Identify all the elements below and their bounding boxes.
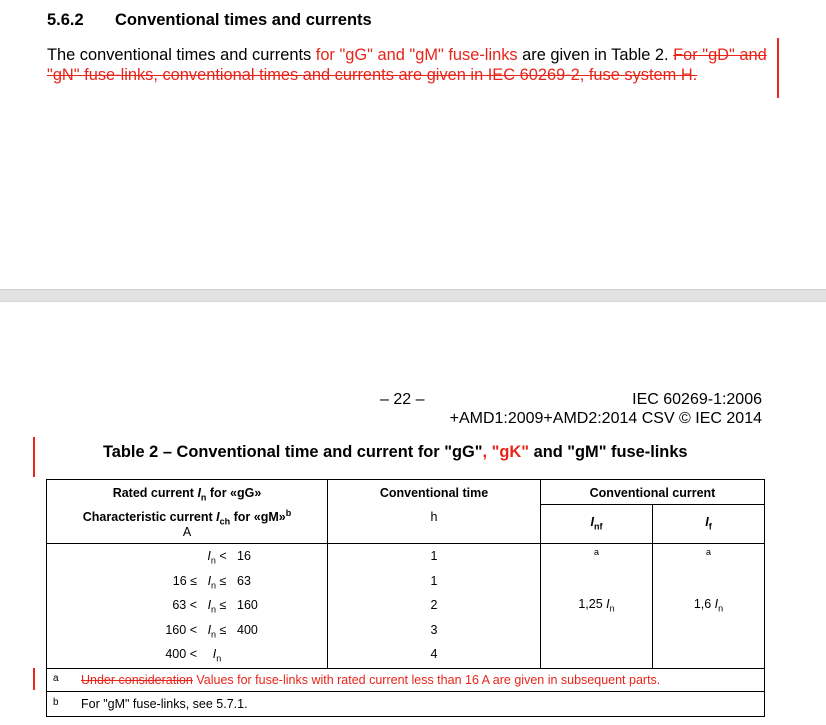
section-heading (47, 11, 372, 30)
standard-amendments: +AMD1:2009+AMD2:2014 CSV © IEC 2014 (449, 410, 762, 427)
page-separator (0, 289, 826, 302)
footnote-b: b For "gM" fuse-links, see 5.7.1. (47, 692, 765, 717)
section-title: Conventional times and currents (115, 11, 372, 29)
current-range-row: $400 < I_n$ (165, 647, 222, 664)
time-value: 4 (430, 647, 438, 661)
rated-current-ranges (47, 544, 328, 669)
table-title-text-2: and "gM" fuse-links (529, 443, 688, 461)
change-bar-footnote (33, 668, 35, 690)
time-value: 2 (430, 598, 438, 612)
footnote-a-deleted: Under consideration (81, 673, 193, 687)
footnote-b-text: For "gM" fuse-links, see 5.7.1. (81, 697, 248, 711)
section-paragraph (47, 45, 777, 85)
conventional-time-current-table (46, 479, 765, 717)
current-range-row: $160 < I_n \le 400$ (165, 622, 258, 639)
inf-values (541, 544, 653, 669)
footnote-a: a Under consideration Values for fuse-links with rated current less than 16 A are given in subsequent parts. (47, 669, 765, 692)
paragraph-deleted-text: For "gD" and "gN" fuse-links, conventional times and currents are given in IEC 60269-2, fuse system H. (47, 46, 767, 84)
header-inf: $I_{nf}$ (541, 505, 653, 544)
conventional-times (328, 544, 541, 669)
if-values (653, 544, 765, 669)
if-note-ref: a (705, 547, 711, 557)
change-bar-table-title (33, 437, 35, 477)
paragraph-text-1: The conventional times and currents (47, 46, 316, 64)
time-value: 1 (430, 549, 438, 563)
paragraph-text-2: are given in Table 2. (517, 46, 674, 64)
current-range-row: $16 \le I_n \le 63$ (172, 573, 251, 590)
header-rated-current-unit: A (182, 525, 192, 539)
time-value: 1 (430, 573, 438, 588)
inf-note-ref: a (593, 547, 599, 557)
footnote-a-inserted: Values for fuse-links with rated current less than 16 A are given in subsequent parts. (192, 673, 661, 687)
table-title-inserted: , "gK" (482, 443, 530, 461)
inf-value: 1,25 $I_n$ (578, 597, 615, 614)
current-range-row: $63 < I_n \le 160$ (172, 598, 258, 615)
standard-id: IEC 60269-1:2006 (632, 391, 762, 408)
page-number: – 22 – (380, 391, 425, 408)
current-range-row: $I_n < 16$ (207, 549, 251, 566)
paragraph-inserted-text: for "gG" and "gM" fuse-links (315, 46, 518, 64)
header-if: $I_f$ (653, 505, 765, 544)
header-conventional-current: Conventional current (541, 480, 765, 505)
time-value: 3 (430, 622, 438, 637)
table-title-text-1: Table 2 – Conventional time and current for "gG" (103, 443, 483, 461)
header-rated-current: Rated current $I_n$ for «gG» Characteristic current $I_{ch}$ for «gM»$^b$ A (47, 480, 328, 544)
if-value: 1,6 $I_n$ (693, 597, 724, 614)
table-title (103, 443, 688, 462)
section-number: 5.6.2 (47, 11, 84, 29)
header-time-unit: h (430, 510, 438, 524)
change-bar-paragraph (777, 38, 779, 98)
header-conventional-time: Conventional time h (328, 480, 541, 544)
